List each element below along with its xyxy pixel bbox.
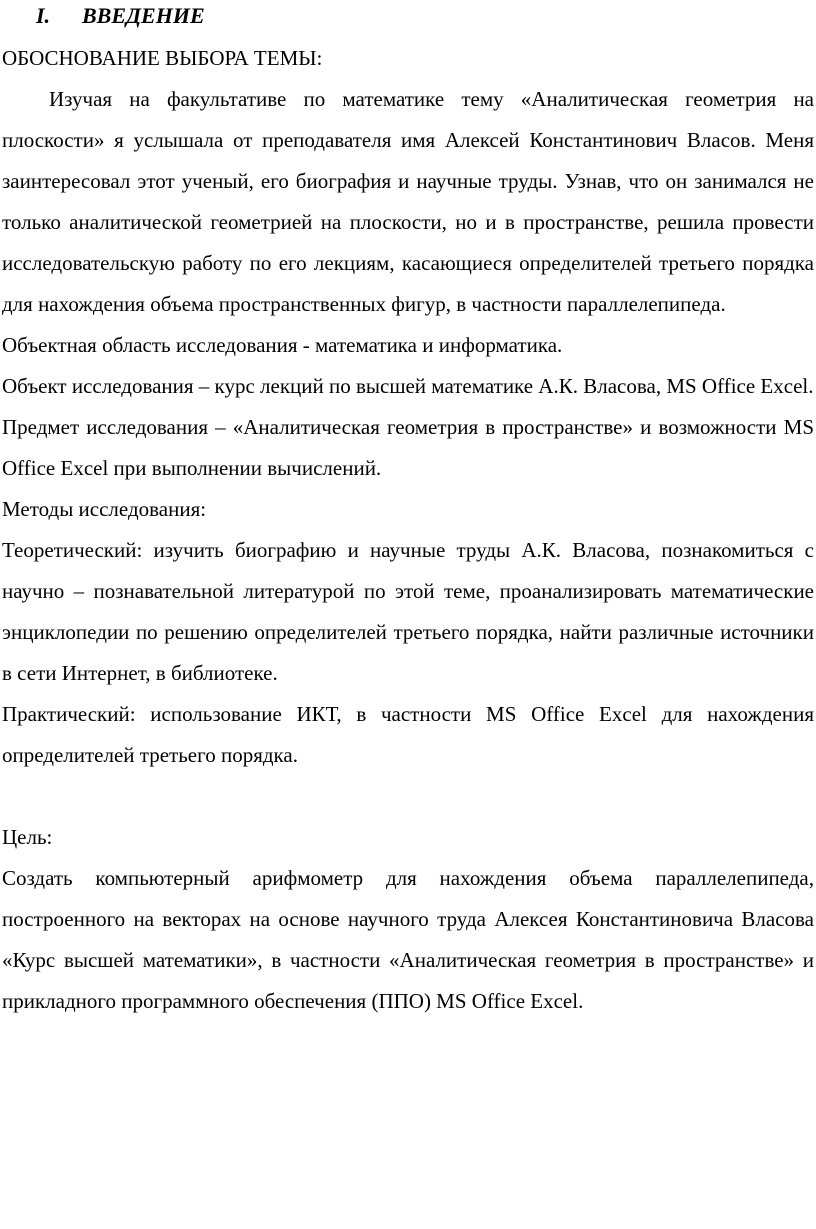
rationale-paragraph: Изучая на факультативе по математике тему «Аналитическая геометрия на плоскости» я услышала от преподавателя имя Алексей Константинович Власов. Меня заинтересовал этот ученый, его биография и научные труды. Узнав, что он занимался не только аналитической геометрией на плоскости, но и в пространстве, решила провести исследовательскую работу по его лекциям, касающиеся определителей третьего порядка для нахождения объема пространственных фигур, в частности параллелепипеда. [2,87,814,316]
chapter-number: I. [36,3,51,28]
theoretical-paragraph: Теоретический: изучить биографию и научные труды А.К. Власова, познакомиться с научно – познавательной литературой по этой теме, проанализировать математические энциклопедии по решению определителей третьего порядка, найти различные источники в сети Интернет, в библиотеке. [2,538,814,685]
subject-paragraph: Предмет исследования – «Аналитическая геометрия в пространстве» и возможности MS Office Excel при выполнении вычислений. [2,415,814,480]
object-paragraph: Объект исследования – курс лекций по высшей математике А.К. Власова, MS Office Excel. [2,374,814,398]
object-area-paragraph: Объектная область исследования - математика и информатика. [2,333,563,357]
blank-line [2,776,814,817]
goal-paragraph: Создать компьютерный арифмометр для нахождения объема параллелепипеда, построенного на векторах на основе научного труда Алексея Константиновича Власова «Курс высшей математики», в частности «Аналитическая геометрия в пространстве» и прикладного программного обеспечения (ППО) MS Office Excel. [2,866,814,1013]
chapter-title: ВВЕДЕНИЕ [82,3,205,28]
practical-paragraph: Практический: использование ИКТ, в частности MS Office Excel для нахождения определителей третьего порядка. [2,702,814,767]
document-body [2,38,814,1022]
methods-title: Методы исследования: [2,497,207,521]
section-title: ОБОСНОВАНИЕ ВЫБОРА ТЕМЫ: [2,46,323,70]
chapter-heading [36,2,205,30]
goal-title: Цель: [2,825,53,849]
